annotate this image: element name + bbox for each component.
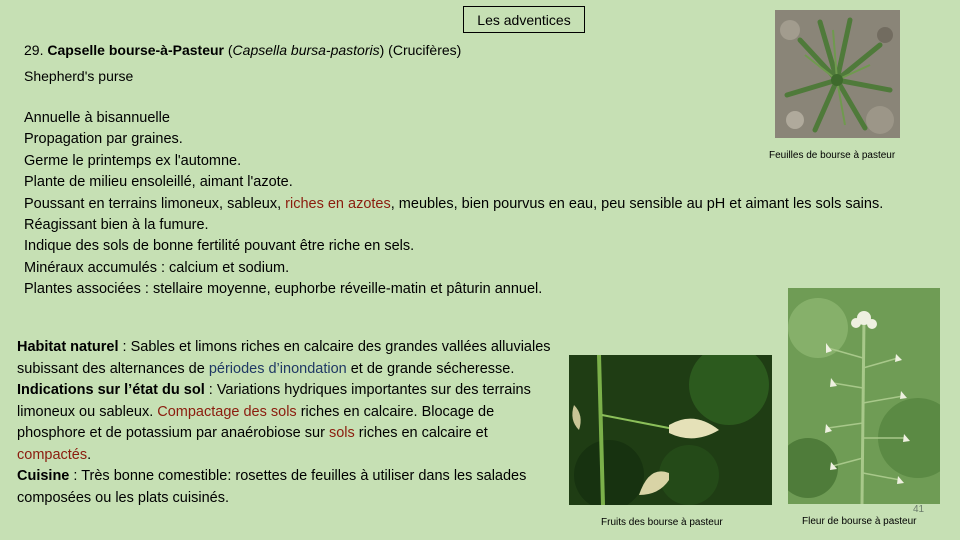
indications-text: : Variations hydriques importantes sur des terrains limoneux ou sableux. [17, 382, 531, 420]
desc-line: Réagissant bien à la fumure. [24, 217, 209, 234]
latin-name: Capsella bursa-pastoris [232, 42, 380, 58]
english-name: Shepherd's purse [24, 68, 134, 84]
desc-line: Germe le printemps ex l'automne. [24, 152, 242, 169]
habitat-text-end: et de grande sécheresse. [346, 360, 515, 377]
desc-line: Annuelle à bisannuelle [24, 110, 170, 126]
fruits-caption: Fruits des bourse à pasteur [601, 517, 723, 528]
indications-paragraph [17, 380, 562, 466]
soil-text: Poussant en terrains limoneux, sableux, [24, 195, 286, 212]
desc-line: Plante de milieu ensoleillé, aimant l'azote. [24, 174, 293, 191]
cuisine-label: Cuisine [17, 468, 70, 484]
latin-open: ( [223, 42, 233, 58]
flower-photo [788, 288, 940, 504]
latin-close: ) [379, 42, 385, 58]
habitat-highlight: périodes d’inondation [208, 360, 347, 377]
leaves-photo [775, 10, 900, 138]
flower-caption: Fleur de bourse à pasteur [802, 516, 917, 527]
soil-highlight: riches en azotes [285, 195, 391, 212]
indications-highlight: compactés [17, 446, 88, 463]
indications-highlight: sols [328, 425, 355, 441]
indications-text-end: . [87, 446, 92, 463]
habitat-text: : Sables et limons riches en calcaire des grandes vallées alluviales subissant des alternances de [17, 339, 551, 377]
habitat-label: Habitat naturel [17, 339, 119, 355]
habitat-paragraph [17, 337, 562, 380]
desc-line: Indique des sols de bonne fertilité pouvant être riche en sels. [24, 238, 415, 255]
desc-line: Plantes associées : stellaire moyenne, euphorbe réveille-matin et pâturin annuel. [24, 281, 543, 298]
indications-label: Indications sur l’état du sol [17, 382, 205, 398]
indications-highlight: Compactage des sols [157, 403, 297, 420]
desc-line-soil [24, 194, 919, 215]
soil-text-end: , meubles, bien pourvus en eau, peu sensible au pH et aimant les sols sains. [390, 195, 884, 212]
indications-text-mid: riches en calcaire. Blocage de phosphore et de potassium par anaérobiose sur [17, 403, 495, 441]
leaves-caption: Feuilles de bourse à pasteur [769, 150, 896, 161]
lower-block [17, 337, 562, 509]
plant-number: 29. [24, 42, 44, 58]
cuisine-text: : Très bonne comestible: rosettes de feuilles à utiliser dans les salades composées ou les plats cuisinés. [17, 468, 527, 506]
plant-heading [24, 40, 461, 60]
cuisine-paragraph [17, 466, 562, 509]
page-number: 41 [913, 504, 925, 515]
slide-title: Les adventices [463, 6, 585, 33]
desc-line: Propagation par graines. [24, 131, 183, 148]
indications-text-mid2: riches en calcaire et [354, 425, 488, 441]
plant-name: Capselle bourse-à-Pasteur [47, 42, 224, 58]
fruits-photo [569, 355, 772, 505]
plant-family: (Crucifères) [384, 42, 462, 58]
desc-line: Minéraux accumulés : calcium et sodium. [24, 259, 290, 276]
